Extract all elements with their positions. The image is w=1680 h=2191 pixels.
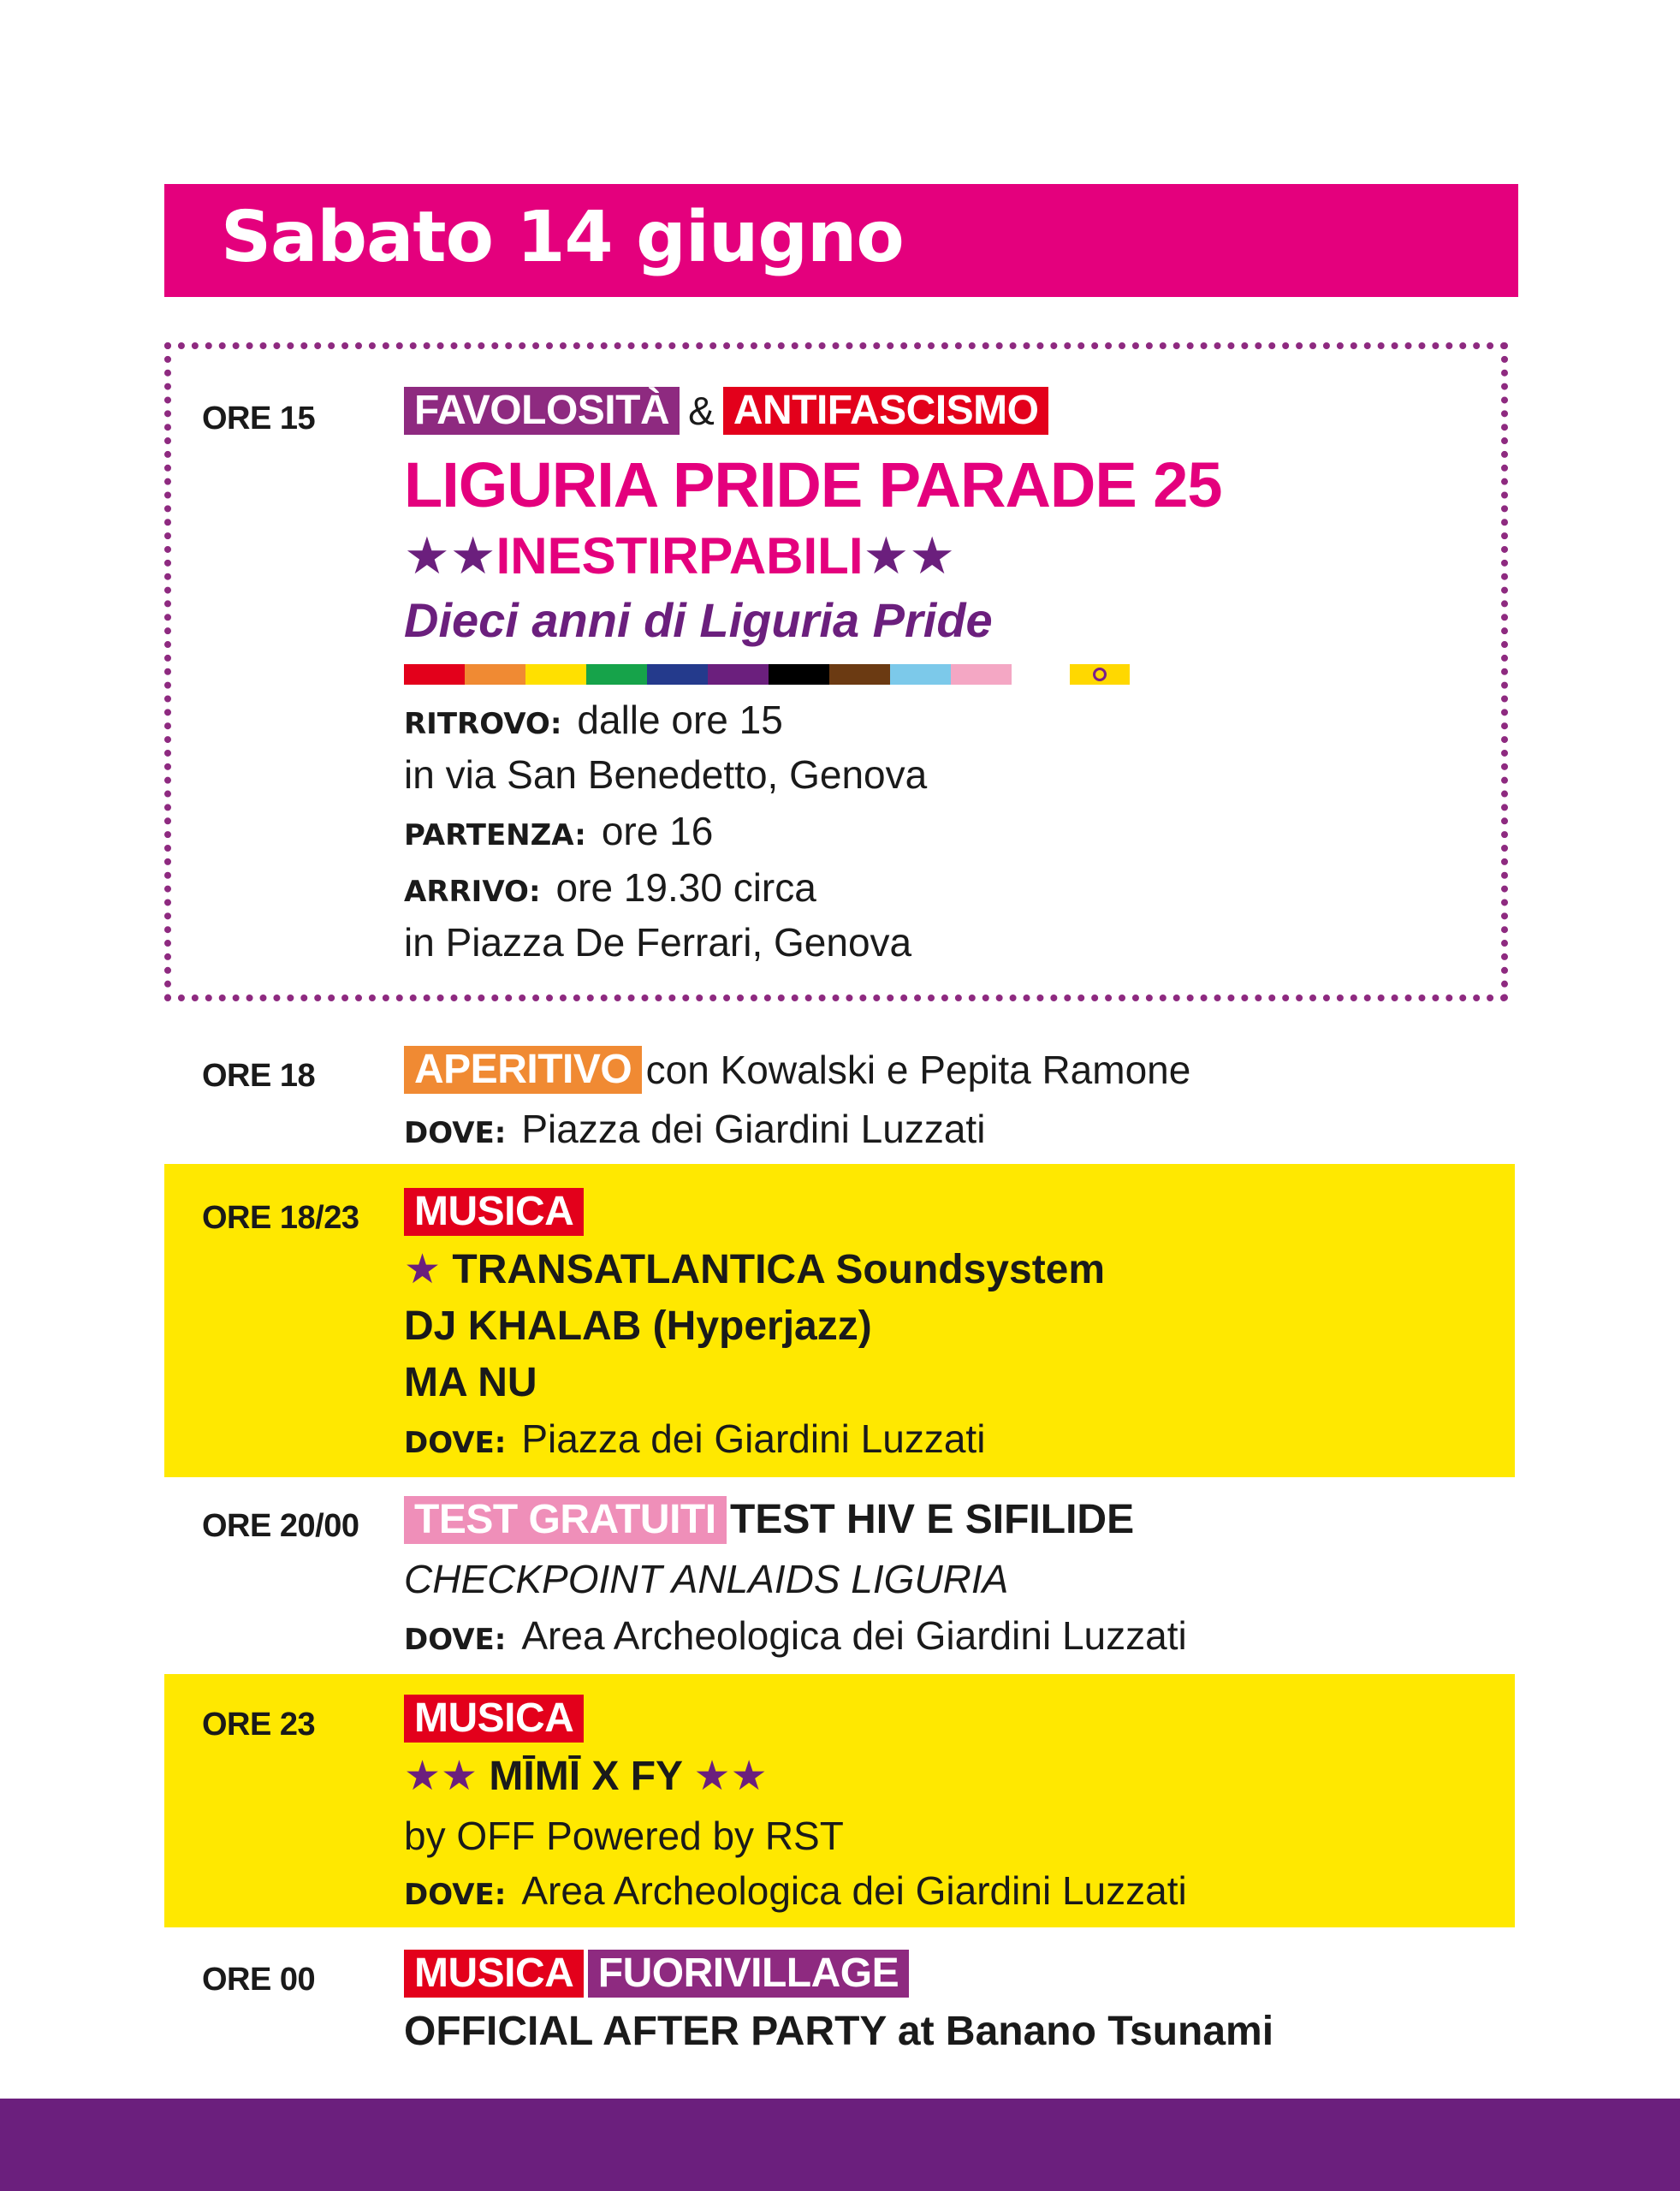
test-title: TEST HIV E SIFILIDE: [730, 1497, 1135, 1542]
after-tags: [404, 1950, 909, 1998]
partenza-row: [404, 811, 713, 851]
flag-stripe-segment: [586, 664, 647, 685]
pride-flag-stripe: [404, 664, 1072, 685]
test-org: CHECKPOINT ANLAIDS LIGURIA: [404, 1557, 1009, 1601]
flag-stripe-segment: [951, 664, 1012, 685]
tag-musica: MUSICA: [404, 1188, 584, 1236]
ritrovo-place: in via San Benedetto, Genova: [404, 752, 928, 797]
star-icon: ★: [404, 1247, 442, 1292]
event-time: ORE 20/00: [202, 1508, 359, 1544]
pride-tagline: Dieci anni di Liguria Pride: [404, 593, 993, 647]
event-time: ORE 15: [202, 401, 316, 436]
tag-musica: MUSICA: [404, 1695, 584, 1743]
musica1-artist1: TRANSATLANTICA Soundsystem: [452, 1247, 1106, 1292]
musica2-by: by OFF Powered by RST: [404, 1814, 844, 1858]
star-icon: ★★: [693, 1754, 768, 1799]
arrivo-place: in Piazza De Ferrari, Genova: [404, 920, 912, 965]
test-row: [404, 1496, 1134, 1544]
arrivo-label: ARRIVO:: [404, 875, 541, 909]
intersex-flag-icon: [1070, 664, 1130, 685]
musica2-dove-row: [404, 1868, 1187, 1913]
tag-favolosita: FAVOLOSITÀ: [404, 387, 680, 435]
aperitivo-row: [404, 1046, 1190, 1094]
pride-subtitle: INESTIRPABILI: [496, 527, 864, 585]
star-icon: ★★: [863, 527, 956, 585]
musica1-artist2: DJ KHALAB (Hyperjazz): [404, 1303, 872, 1349]
tag-aperitivo: APERITIVO: [404, 1046, 642, 1094]
musica2-title-row: [404, 1756, 768, 1797]
pride-title: LIGURIA PRIDE PARADE 25: [404, 449, 1222, 520]
partenza-value: ore 16: [601, 809, 714, 853]
flag-stripe-segment: [525, 664, 586, 685]
flag-stripe-segment: [465, 664, 525, 685]
dove-value: Area Archeologica dei Giardini Luzzati: [521, 1613, 1187, 1658]
dove-value: Area Archeologica dei Giardini Luzzati: [521, 1868, 1187, 1913]
ritrovo-row: [404, 698, 783, 742]
event-time: ORE 00: [202, 1962, 316, 1998]
flag-stripe-segment: [404, 664, 465, 685]
partenza-label: PARTENZA:: [404, 818, 586, 852]
flag-stripe-segment: [829, 664, 890, 685]
arrivo-row: [404, 865, 816, 910]
musica1-line1: [404, 1247, 1106, 1292]
tag-fuorivillage: FUORIVILLAGE: [588, 1950, 909, 1998]
musica1-dove-row: [404, 1416, 986, 1461]
star-icon: ★★: [404, 1754, 478, 1799]
dove-value: Piazza dei Giardini Luzzati: [521, 1107, 986, 1151]
ritrovo-value: dalle ore 15: [577, 698, 783, 742]
musica1-tag-row: [404, 1188, 584, 1236]
day-header: [164, 184, 1518, 297]
flag-stripe-segment: [647, 664, 708, 685]
after-title: OFFICIAL AFTER PARTY at Banano Tsunami: [404, 2009, 1274, 2054]
flag-stripe-segment: [1012, 664, 1072, 685]
dove-value: Piazza dei Giardini Luzzati: [521, 1416, 986, 1461]
musica2-tag-row: [404, 1695, 584, 1743]
event-time: ORE 23: [202, 1707, 316, 1743]
dove-label: DOVE:: [404, 1426, 507, 1460]
aperitivo-desc: con Kowalski e Pepita Ramone: [645, 1048, 1191, 1092]
pride-tags: [404, 387, 1048, 435]
test-dove-row: [404, 1613, 1187, 1658]
tag-antifascismo: ANTIFASCISMO: [723, 387, 1049, 435]
aperitivo-dove-row: [404, 1109, 985, 1149]
star-icon: ★★: [404, 527, 496, 585]
musica1-artist3: MA NU: [404, 1360, 537, 1405]
ampersand: &: [688, 389, 715, 433]
tag-test-gratuiti: TEST GRATUITI: [404, 1496, 727, 1544]
pride-subtitle-line: [404, 527, 956, 585]
dove-label: DOVE:: [404, 1878, 507, 1912]
dove-label: DOVE:: [404, 1623, 507, 1657]
tag-musica: MUSICA: [404, 1950, 584, 1998]
event-time: ORE 18/23: [202, 1200, 359, 1236]
event-time: ORE 18: [202, 1058, 316, 1094]
arrivo-value: ore 19.30 circa: [555, 865, 816, 910]
footer-band: [0, 2099, 1680, 2191]
day-title: Sabato 14 giugno: [221, 197, 904, 278]
ritrovo-label: RITROVO:: [404, 707, 562, 741]
dove-label: DOVE:: [404, 1116, 507, 1150]
flag-stripe-segment: [708, 664, 769, 685]
flag-stripe-segment: [769, 664, 829, 685]
musica2-title: MĪMĪ X FY: [489, 1754, 683, 1799]
flag-stripe-segment: [890, 664, 951, 685]
